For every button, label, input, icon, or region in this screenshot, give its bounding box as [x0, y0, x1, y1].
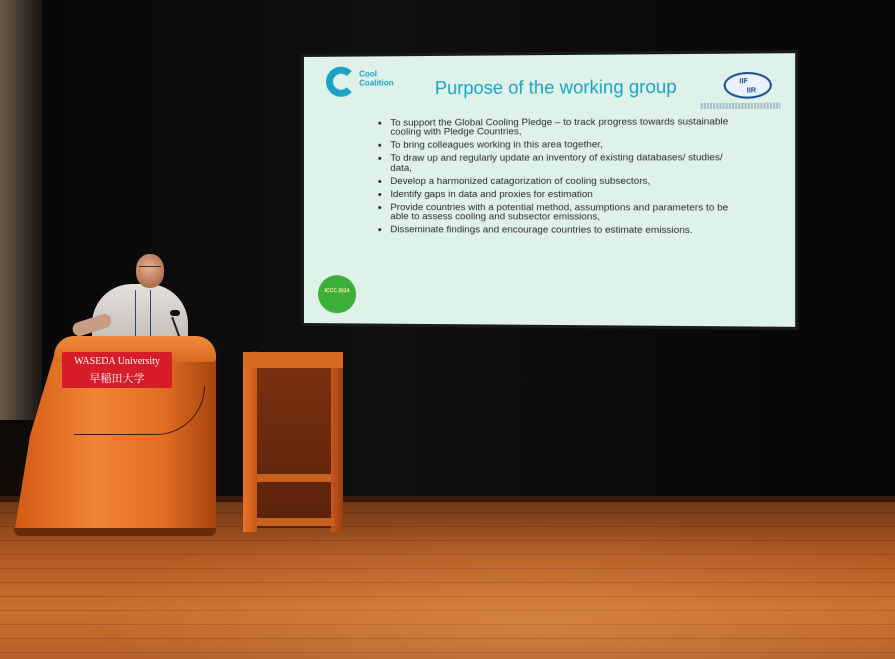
- iif-logo-caption: [701, 103, 781, 110]
- podium: [14, 336, 216, 536]
- podium-sign: [62, 352, 172, 388]
- stand-back-panel: [257, 368, 331, 528]
- slide-title: Purpose of the working group: [434, 76, 677, 99]
- cool-coalition-logo-text: [359, 69, 393, 87]
- iif-logo-label: IIF: [739, 78, 748, 86]
- bullet-item: • Identify gaps in data and proxies for estimation: [390, 190, 730, 200]
- slide-bullet-list: [376, 117, 730, 239]
- bullet-item: • Develop a harmonized catagorization of cooling subsectors,: [390, 176, 730, 186]
- speaker-glasses: [139, 266, 161, 271]
- stand-base: [253, 518, 335, 526]
- stand-shelf: [257, 474, 331, 482]
- microphone-icon: [170, 310, 180, 316]
- badge-label: ICCC 2024: [324, 288, 350, 295]
- lectern-stand: [243, 352, 345, 534]
- logo-line2: Coalition: [359, 78, 394, 88]
- iccc-badge-icon: [318, 275, 356, 313]
- iif-iir-logo-icon: [724, 72, 772, 99]
- bullet-item: • Provide countries with a potential method, assumptions and parameters to be able to assess cooling and subsector emissions,: [390, 203, 730, 223]
- podium-sign-english: WASEDA University: [74, 356, 160, 367]
- speaker-head: [136, 254, 164, 288]
- iir-logo-label: IIR: [746, 87, 757, 95]
- bullet-item: • Disseminate findings and encourage countries to estimate emissions.: [390, 225, 730, 235]
- stand-right-side: [331, 352, 343, 532]
- stand-top: [243, 352, 343, 368]
- podium-sign-japanese: 早稲田大学: [89, 373, 145, 385]
- projection-screen: [301, 50, 798, 330]
- cool-coalition-logo-icon: [326, 67, 356, 97]
- logo-line1: Cool: [359, 69, 378, 79]
- bullet-item: • To bring colleagues working in this area together,: [390, 140, 730, 150]
- bullet-item: • To support the Global Cooling Pledge – to track progress towards sustainable cooling with Pledge Countries,: [390, 117, 730, 137]
- stand-left-side: [243, 352, 257, 533]
- podium-base: [14, 528, 216, 536]
- speaker-lanyard: [135, 290, 151, 340]
- bullet-item: • To draw up and regularly update an inventory of existing databases/ studies/ data,: [390, 154, 730, 174]
